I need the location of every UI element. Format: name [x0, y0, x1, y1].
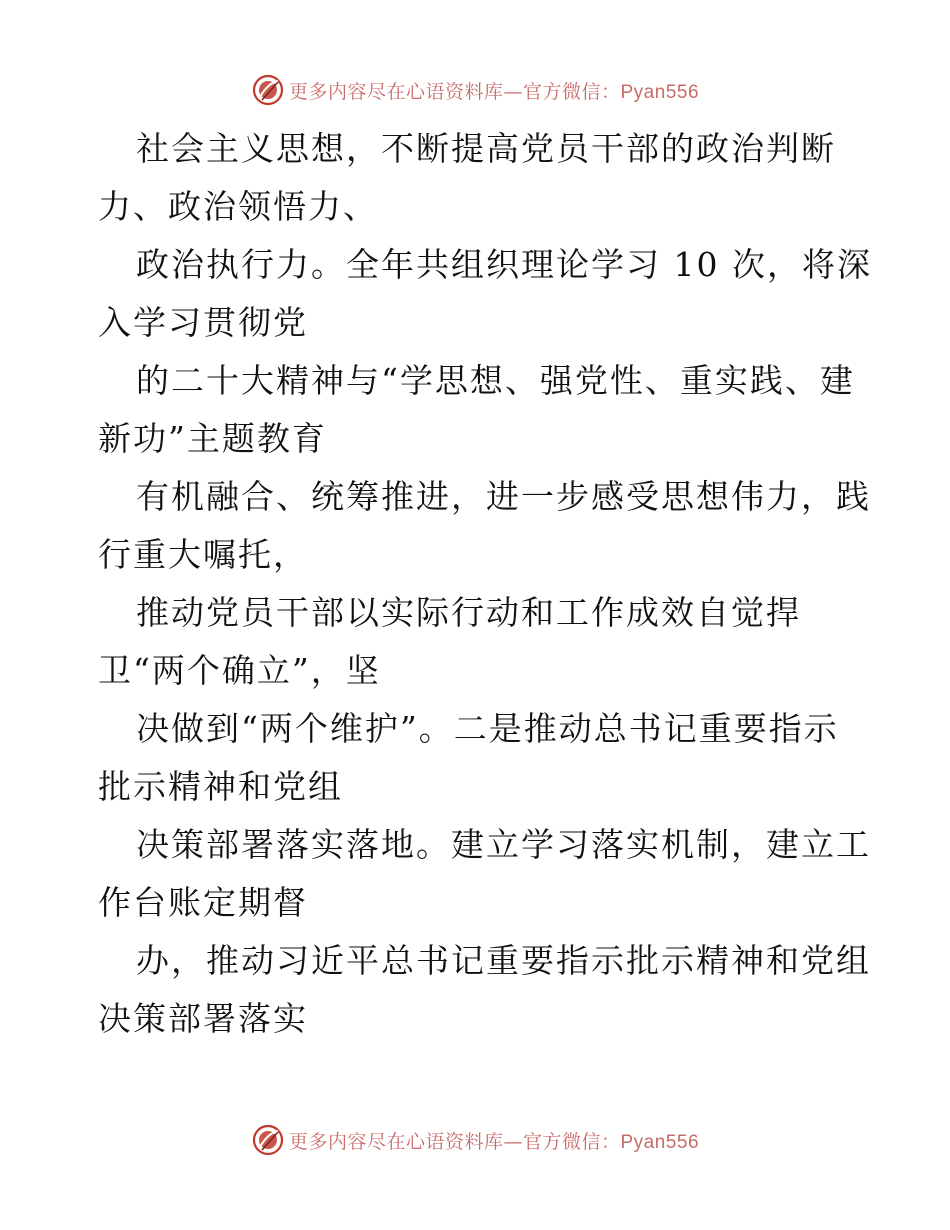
watermark-text: 更多内容尽在心语资料库—官方微信：Pyan556: [288, 1130, 700, 1153]
text-line: 决做到“两个维护”。二是推动总书记重要指示: [136, 709, 839, 748]
text-line: 政治执行力。全年共组织理论学习 10 次，将深: [136, 245, 872, 284]
text-line: 力、政治领悟力、: [98, 187, 378, 226]
text-line: 的二十大精神与“学思想、强党性、重实践、建: [136, 361, 855, 400]
text-line: 有机融合、统筹推进，进一步感受思想伟力，践: [136, 477, 871, 516]
text-line: 作台账定期督: [98, 883, 308, 922]
logo-seal-icon: [251, 73, 285, 107]
watermark-contact: Pyan556: [620, 1131, 700, 1153]
text-line: 行重大嘱托，: [98, 535, 308, 574]
text-line: 批示精神和党组: [98, 767, 343, 806]
text-line: 卫“两个确立”，坚: [98, 651, 381, 690]
text-line: 办，推动习近平总书记重要指示批示精神和党组: [136, 941, 871, 980]
logo-seal-icon: [251, 1123, 285, 1157]
text-line: 入学习贯彻党: [98, 303, 308, 342]
text-line: 新功”主题教育: [98, 419, 327, 458]
footer-watermark: [0, 1120, 950, 1160]
text-line: 社会主义思想，不断提高党员干部的政治判断: [136, 129, 836, 168]
watermark-contact: Pyan556: [620, 81, 700, 103]
text-line: 推动党员干部以实际行动和工作成效自觉捍: [136, 593, 801, 632]
text-line: 决策部署落实落地。建立学习落实机制，建立工: [136, 825, 871, 864]
header-watermark: [0, 70, 950, 110]
watermark-text: 更多内容尽在心语资料库—官方微信：Pyan556: [288, 80, 700, 103]
text-line: 决策部署落实: [98, 999, 308, 1038]
